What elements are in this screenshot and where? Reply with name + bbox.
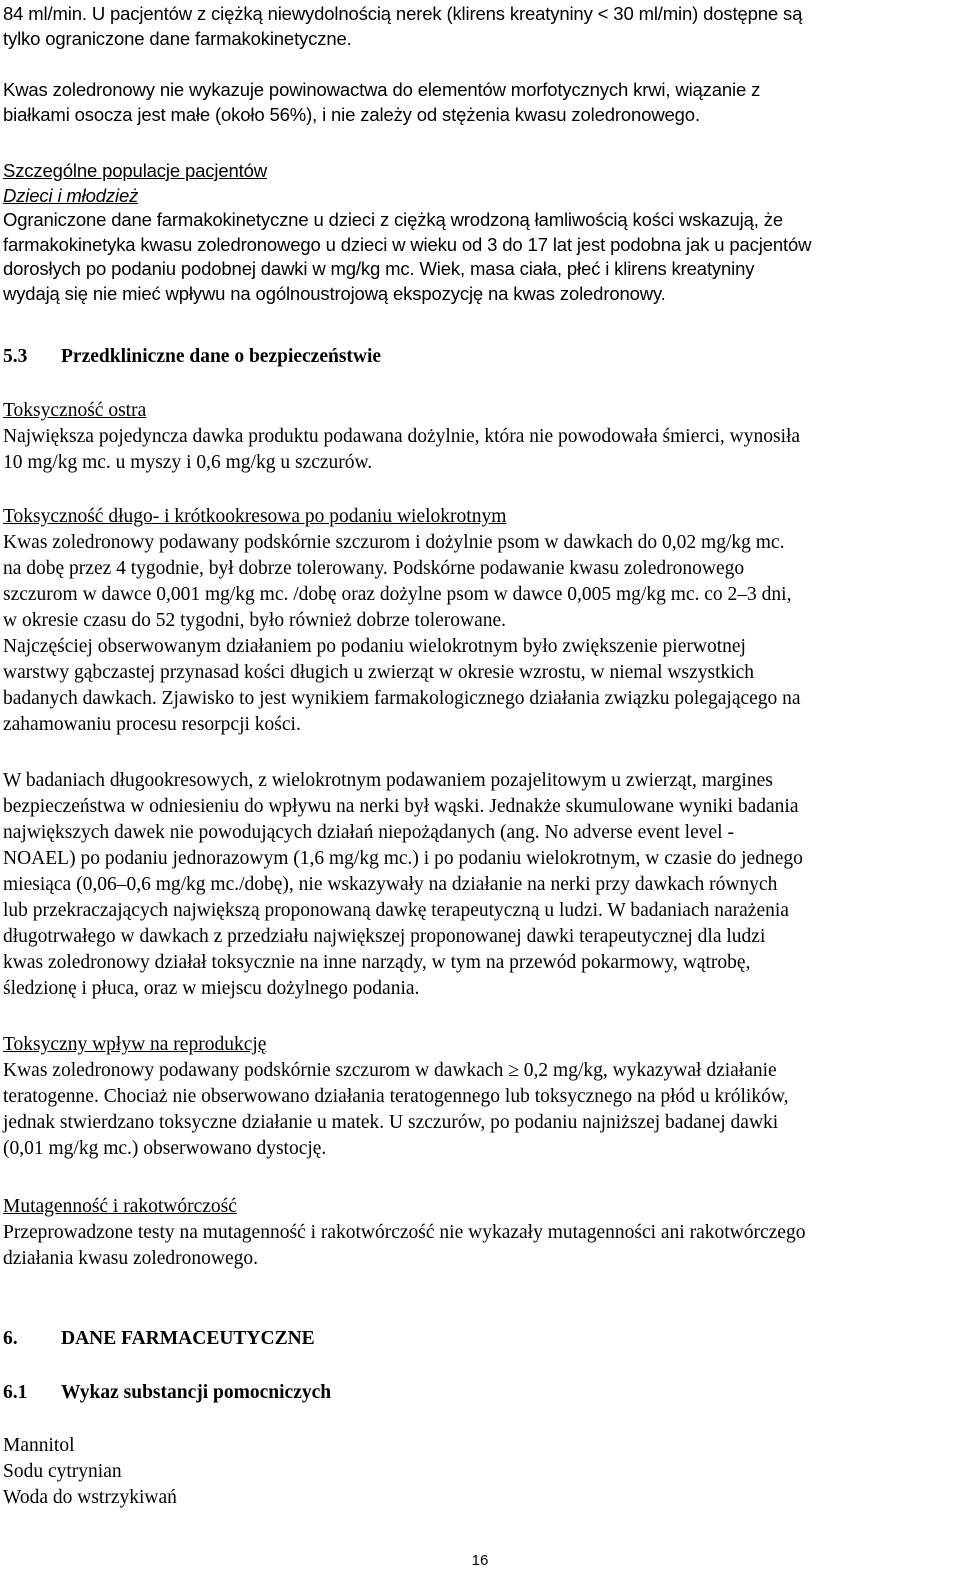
heading-acute-toxicity: Toksyczność ostra — [3, 400, 147, 421]
section-reproductive-toxicity: Toksyczny wpływ na reprodukcję Kwas zoledronowy podawany podskórnie szczurom w dawkach ≥ 0,2 mg/kg, wykazywał działanie teratogenne. Chociaż nie obserwowano działania teratogennego lub toksycznego na płód u królików, jednak stwierdzano toksyczne działanie u matek. U szczurów, po podaniu najniższej badanej dawki (0,01 mg/kg mc.) obserwowano dystocję. — [3, 1032, 955, 1162]
heading-special-populations: Szczególne populacje pacjentów — [3, 160, 267, 181]
section-title: Wykaz substancji pomocniczych — [61, 1382, 332, 1403]
section-number: 5.3 — [3, 346, 28, 367]
section-repeated-dose-toxicity: Toksyczność długo- i krótkookresowa po podaniu wielokrotnym Kwas zoledronowy podawany podskórnie szczurom i dożylnie psom w dawkach do 0,02 mg/kg mc. na dobę przez 4 tygodnie, był dobrze tolerowany. Podskórne podawanie kwasu zoledronowego szczurom w dawce 0,001 mg/kg mc. /dobę oraz dożylne psom w dawce 0,005 mg/kg mc. co 2–3 dni, w okresie czasu do 52 tygodni, było również dobrze tolerowane. Najczęściej obserwowanym działaniem po podaniu wielokrotnym było zwiększenie pierwotnej warstwy gąbczastej przynasad kości długich u zwierząt w okresie wzrostu, w niemal wszystkich badanych dawkach. Zjawisko to jest wynikiem farmakologicznego działania związku polegającego na zahamowaniu procesu resorpcji kości. — [3, 504, 955, 738]
subheading-children: Dzieci i młodzież — [3, 184, 139, 206]
heading-repeated-dose-toxicity: Toksyczność długo- i krótkookresowa po podaniu wielokrotnym — [3, 506, 507, 527]
paragraph-long-term-studies: W badaniach długookresowych, z wielokrotnym podawaniem pozajelitowym u zwierząt, margines bezpieczeństwa w odniesieniu do wpływu na nerki był wąski. Jednakże skumulowane wyniki badania największych dawek nie powodujących działań niepożądanych (ang. No adverse event level - NOAEL) po podaniu jednorazowym (1,6 mg/kg mc.) i po podaniu wielokrotnym, w czasie do jednego miesiąca (0,06–0,6 mg/kg mc./dobę), nie wskazywały na działanie na nerki przy dawkach równych lub przekraczających największą proponowaną dawkę terapeutyczną u ludzi. W badaniach narażenia długotrwałego w dawkach z przedziału największej proponowanej dawki terapeutycznej dla ludzi kwas zoledronowy działał toksycznie na inne narządy, w tym na przewód pokarmowy, wątrobę, śledzionę i płuca, oraz w miejscu dożylnego podania. — [3, 770, 803, 999]
heading-mutagenicity: Mutagenność i rakotwórczość — [3, 1196, 237, 1217]
section-mutagenicity: Mutagenność i rakotwórczość Przeprowadzone testy na mutagenność i rakotwórczość nie wykazały mutagenności ani rakotwórczego działania kwasu zoledronowego. — [3, 1194, 955, 1272]
section-heading-5-3 — [3, 344, 955, 370]
section-number: 6.1 — [3, 1382, 28, 1403]
section-acute-toxicity: Toksyczność ostra Największa pojedyncza dawka produktu podawana dożylnie, która nie powodowała śmierci, wynosiła 10 mg/kg mc. u myszy i 0,6 mg/kg u szczurów. — [3, 398, 955, 476]
paragraph-protein-binding: Kwas zoledronowy nie wykazuje powinowactwa do elementów morfotycznych krwi, wiązanie z białkami osocza jest małe (około 56%), i nie zależy od stężenia kwasu zoledronowego. — [3, 79, 761, 125]
heading-reproductive-toxicity: Toksyczny wpływ na reprodukcję — [3, 1034, 267, 1055]
section-title: Przedkliniczne dane o bezpieczeństwie — [61, 346, 382, 367]
list-item: Woda do wstrzykiwań — [3, 1487, 177, 1508]
excipient-list — [3, 1433, 955, 1511]
section-heading-6 — [3, 1326, 955, 1352]
section-heading-6-1 — [3, 1380, 955, 1406]
list-item: Sodu cytrynian — [3, 1461, 122, 1482]
page-number: 16 — [471, 1552, 489, 1569]
section-special-populations: Szczególne populacje pacjentów Dzieci i młodzież Ograniczone dane farmakokinetyczne u dzieci z ciężką wrodzoną łamliwością kości wskazują, że farmakokinetyka kwasu zoledronowego u dzieci w wieku od 3 do 17 lat jest podobna jak u pacjentów dorosłych po podaniu podobnej dawki w mg/kg mc. Wiek, masa ciała, płeć i klirens kreatyniny wydają się nie mieć wpływu na ogólnoustrojową ekspozycję na kwas zoledronowy. — [3, 159, 955, 306]
section-title: DANE FARMACEUTYCZNE — [61, 1328, 315, 1349]
paragraph-renal-clearance: 84 ml/min. U pacjentów z ciężką niewydolnością nerek (klirens kreatyniny < 30 ml/min) dostępne są tylko ograniczone dane farmakokinetyczne. — [3, 3, 803, 49]
section-number: 6. — [3, 1328, 18, 1349]
list-item: Mannitol — [3, 1435, 75, 1456]
